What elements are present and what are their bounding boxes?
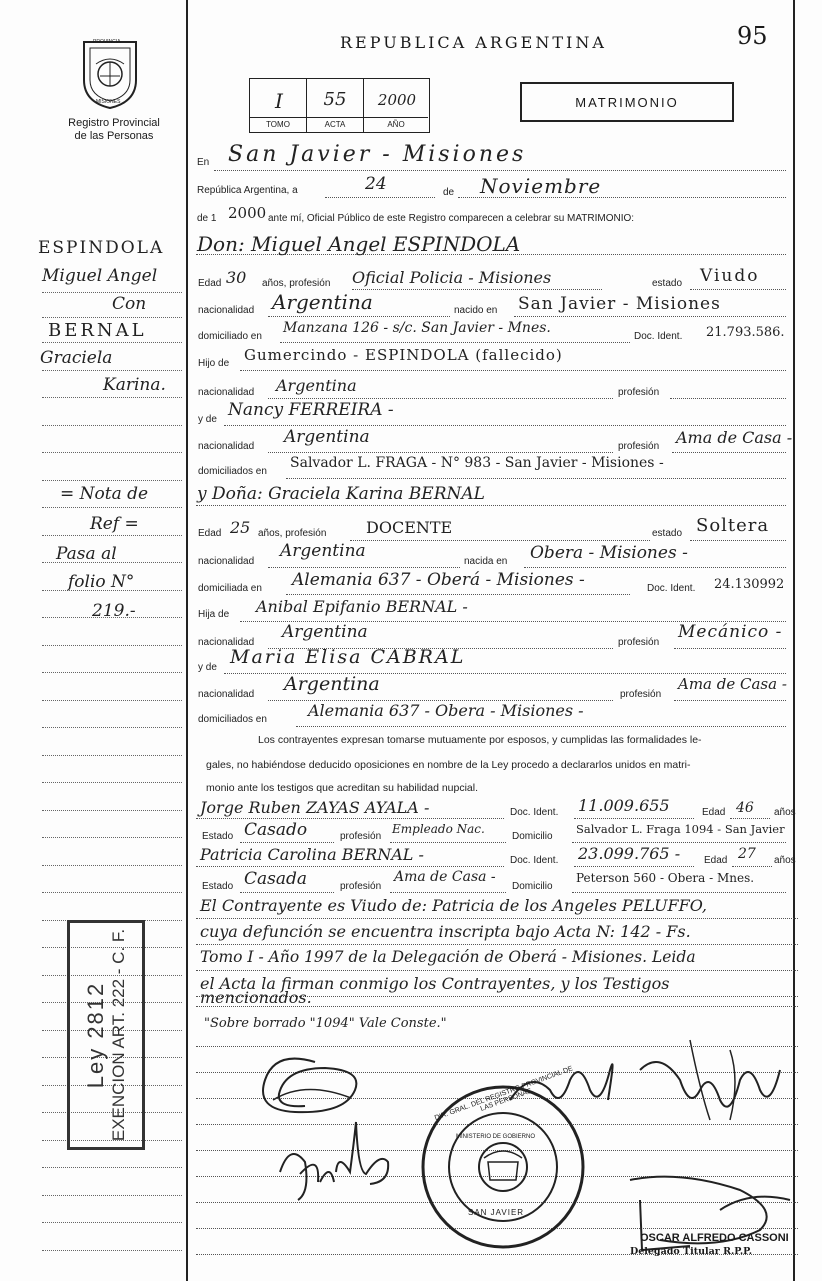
- groom-address: Manzana 126 - s/c. San Javier - Mnes.: [283, 320, 551, 336]
- groom-mother-nat: Argentina: [284, 427, 370, 447]
- ano-label: AÑO: [387, 120, 405, 129]
- page-number: 95: [737, 22, 768, 50]
- bride-mother-nat-label: nacionalidad: [198, 689, 255, 700]
- bride-age-suffix: años, profesión: [258, 528, 327, 539]
- witness2-addr: Peterson 560 - Obera - Mnes.: [576, 871, 755, 885]
- groom-mother-prof: Ama de Casa -: [676, 428, 793, 447]
- groom-father: Gumercindo - ESPINDOLA (fallecido): [244, 346, 563, 364]
- erasure-note: "Sobre borrado "1094" Vale Conste.": [204, 1016, 447, 1031]
- witness1-age-label: Edad: [702, 807, 726, 818]
- groom-nationality: Argentina: [272, 290, 373, 314]
- margin-note-5: 219.-: [92, 601, 136, 621]
- right-border: [793, 0, 795, 1281]
- witness1-name: Jorge Ruben ZAYAS AYALA -: [200, 798, 430, 817]
- witness2-addr-label: Domicilio: [512, 881, 553, 892]
- bride-doc-label: Doc. Ident.: [647, 583, 696, 594]
- bride-mother: Maria Elisa CABRAL: [230, 646, 466, 668]
- seal-bottom-text: MISIONES: [96, 99, 121, 105]
- stamp-exemption: EXENCION ART. 222 - C. F.: [109, 928, 128, 1142]
- groom-father-nat: Argentina: [276, 376, 357, 395]
- groom-parents-addr-label: domiciliados en: [198, 466, 267, 477]
- groom-father-prof-label: profesión: [618, 387, 660, 398]
- bride-born: Obera - Misiones -: [530, 543, 688, 563]
- bride-father-prof-label: profesión: [618, 637, 660, 648]
- bride-mother-prof-label: profesión: [620, 689, 662, 700]
- margin-note-3: Pasa al: [56, 544, 117, 564]
- seal-city-text: SAN JAVIER: [468, 1208, 525, 1217]
- groom-status: Viudo: [700, 266, 760, 286]
- bride-parents-addr-label: domiciliados en: [198, 714, 267, 725]
- acta-label: ACTA: [324, 120, 346, 129]
- groom-mother-nat-label: nacionalidad: [198, 441, 255, 452]
- margin-note-4: folio N°: [68, 572, 135, 592]
- margin-surname-bride: BERNAL: [48, 320, 147, 341]
- note-line-4: el Acta la firman conmigo los Contrayentes, y los Testigos: [200, 974, 670, 993]
- witness2-age: 27: [738, 846, 756, 862]
- groom-born: San Javier - Misiones: [518, 294, 721, 314]
- bride-address-label: domiciliada en: [198, 583, 262, 594]
- date-year: 2000: [228, 204, 267, 222]
- witness2-status-label: Estado: [202, 881, 234, 892]
- witness1-doc: 11.009.655: [578, 796, 670, 815]
- witness1-age: 46: [736, 800, 754, 816]
- bride-mother-label: y de: [198, 662, 217, 673]
- margin-divider: [186, 0, 188, 1281]
- groom-mother-prof-label: profesión: [618, 441, 660, 452]
- witness2-prof: Ama de Casa -: [394, 869, 496, 885]
- witness1-prof: Empleado Nac.: [392, 822, 485, 836]
- witness2-age-suffix: años: [774, 855, 796, 866]
- bride-doc: 24.130992: [714, 577, 785, 592]
- bride-parents-addr: Alemania 637 - Obera - Misiones -: [308, 701, 584, 720]
- bride-mother-nat: Argentina: [284, 673, 380, 695]
- bride-address: Alemania 637 - Oberá - Misiones -: [292, 570, 585, 590]
- witness1-age-suffix: años: [774, 807, 796, 818]
- registry-label: Registro Provincial de las Personas: [68, 117, 160, 142]
- groom-address-label: domiciliado en: [198, 331, 262, 342]
- date-day: 24: [365, 174, 387, 194]
- groom-doc-label: Doc. Ident.: [634, 331, 683, 342]
- groom-status-label: estado: [652, 278, 683, 289]
- groom-age-suffix: años, profesión: [262, 278, 331, 289]
- document-type-box: [520, 82, 734, 122]
- bride-signature: [270, 1112, 400, 1207]
- record-id-box: [249, 78, 430, 133]
- official-seal-icon: [418, 1082, 588, 1252]
- date-year-prefix: de 1: [197, 213, 217, 224]
- note-line-5: mencionados.: [200, 988, 312, 1007]
- bride-father: Anibal Epifanio BERNAL -: [256, 597, 468, 616]
- witness2-age-label: Edad: [704, 855, 728, 866]
- bride-age-prefix: Edad: [198, 528, 222, 539]
- note-line-3: Tomo I - Año 1997 de la Delegación de Oberá - Misiones. Leida: [200, 948, 696, 966]
- country-title: REPUBLICA ARGENTINA: [340, 33, 607, 52]
- groom-nationality-label: nacionalidad: [198, 305, 255, 316]
- groom-age: 30: [226, 268, 247, 287]
- stamp-law: Ley 2812: [83, 981, 108, 1089]
- witness2-status: Casada: [244, 869, 308, 889]
- bride-nationality-label: nacionalidad: [198, 556, 255, 567]
- groom-profession: Oficial Policia - Misiones: [352, 268, 552, 287]
- groom-father-nat-label: nacionalidad: [198, 387, 255, 398]
- groom-parents-addr: Salvador L. FRAGA - N° 983 - San Javier - Misiones -: [290, 455, 664, 471]
- witness1-doc-label: Doc. Ident.: [510, 807, 559, 818]
- witness1-status-label: Estado: [202, 831, 234, 842]
- witness2-doc: 23.099.765 -: [578, 844, 681, 863]
- witness1-addr: Salvador L. Fraga 1094 - San Javier: [576, 822, 785, 836]
- bride-mother-prof: Ama de Casa -: [678, 675, 787, 693]
- margin-name-bride-2: Karina.: [103, 375, 166, 395]
- margin-note-1: = Nota de: [60, 484, 149, 504]
- groom-mother: Nancy FERREIRA -: [228, 400, 394, 420]
- official-name: OSCAR ALFREDO CASSONI: [640, 1232, 789, 1244]
- margin-note-2: Ref =: [90, 514, 139, 534]
- date-month: Noviembre: [480, 174, 602, 198]
- bride-age: 25: [230, 518, 251, 537]
- groom-age-prefix: Edad: [198, 278, 222, 289]
- ano-value: 2000: [377, 91, 417, 109]
- seal-outer-text: DIR. GRAL. DEL REGISTRO PROVINCIAL DE LAS PERSONAS: [433, 1065, 574, 1123]
- groom-mother-label: y de: [198, 414, 217, 425]
- bride-line: y Doña: Graciela Karina BERNAL: [197, 484, 485, 504]
- witness1-prof-label: profesión: [340, 831, 382, 842]
- date-statement: ante mí, Oficial Público de este Registro comparecen a celebrar su MATRIMONIO:: [268, 213, 635, 224]
- date-of: de: [443, 187, 455, 198]
- bride-profession: DOCENTE: [366, 518, 453, 537]
- bride-father-nat-label: nacionalidad: [198, 637, 255, 648]
- place-prefix: En: [197, 157, 210, 168]
- witness1-status: Casado: [244, 820, 308, 840]
- date-prefix: República Argentina, a: [197, 185, 298, 196]
- declaration-line-1: Los contrayentes expresan tomarse mutuamente por esposos, y cumplidas las formalidades le-: [258, 734, 702, 746]
- margin-surname-groom: ESPINDOLA: [38, 238, 165, 258]
- seal-inner-text: MINISTERIO DE GOBIERNO: [456, 1134, 536, 1140]
- seal-top-text: PROVINCIA: [93, 39, 121, 45]
- groom-father-label: Hijo de: [198, 358, 230, 369]
- place-value: San Javier - Misiones: [228, 142, 527, 167]
- witness1-addr-label: Domicilio: [512, 831, 553, 842]
- document-type: MATRIMONIO: [575, 94, 679, 110]
- official-title: Delegado Titular R.P.P.: [630, 1246, 753, 1257]
- tomo-value: I: [275, 89, 283, 113]
- bride-father-label: Hija de: [198, 609, 230, 620]
- exemption-stamp: [67, 920, 145, 1150]
- declaration-line-2: gales, no habiéndose deducido oposiciones en nombre de la Ley procedo a declararlos unidos en matri-: [206, 759, 691, 771]
- groom-born-label: nacido en: [454, 305, 498, 316]
- witness2-name: Patricia Carolina BERNAL -: [200, 845, 424, 864]
- bride-born-label: nacida en: [464, 556, 508, 567]
- bride-father-nat: Argentina: [282, 622, 368, 642]
- note-line-2: cuya defunción se encuentra inscripta bajo Acta N: 142 - Fs.: [200, 922, 691, 941]
- margin-con: Con: [112, 294, 147, 314]
- margin-name-groom: Miguel Angel: [42, 266, 158, 286]
- exemption-stamp-text: [83, 925, 129, 1145]
- bride-status: Soltera: [696, 515, 770, 536]
- bride-status-label: estado: [652, 528, 683, 539]
- bride-father-prof: Mecánico -: [678, 622, 783, 642]
- margin-name-bride-1: Graciela: [40, 348, 113, 368]
- groom-line: Don: Miguel Angel ESPINDOLA: [197, 232, 521, 256]
- bride-nationality: Argentina: [280, 541, 366, 561]
- note-line-1: El Contrayente es Viudo de: Patricia de los Angeles PELUFFO,: [200, 896, 708, 915]
- groom-doc: 21.793.586.: [706, 325, 785, 340]
- tomo-label: TOMO: [266, 120, 290, 129]
- witness2-doc-label: Doc. Ident.: [510, 855, 559, 866]
- acta-value: 55: [323, 89, 347, 110]
- declaration-line-3: monio ante los testigos que acreditan su habilidad nupcial.: [206, 782, 479, 794]
- witness2-prof-label: profesión: [340, 881, 382, 892]
